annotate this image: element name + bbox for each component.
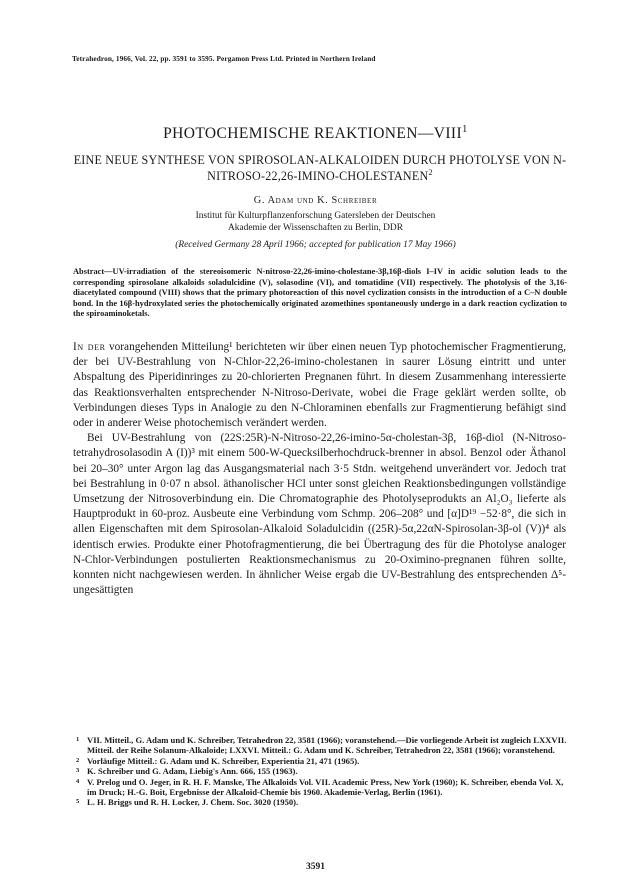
footnote-text: V. Prelog und O. Jeger, in R. H. F. Manske, The Alkaloids Vol. VII. Academic Press, New York (1960); K. Schreiber, ebenda Vol. X, im Druck; H.-G. Boit, Ergebnisse der Alkaloid-Chemie bis 1960. Akademie-Verlag, Berlin (1961).: [87, 776, 564, 798]
affiliation: [0, 210, 631, 234]
footnote-text: L. H. Briggs und R. H. Locker, J. Chem. Soc. 3020 (1950).: [87, 797, 299, 808]
footnote-mark: 1: [76, 736, 80, 743]
article-title: [0, 122, 631, 143]
body-lead-words: In der: [73, 341, 106, 353]
footnote-1: [73, 735, 567, 756]
body-text: [73, 340, 566, 598]
received-dates: (Received Germany 28 April 1966; accepted for publication 17 May 1966): [175, 240, 456, 250]
body-paragraph-1: [73, 340, 566, 431]
article-subtitle-text: EINE NEUE SYNTHESE VON SPIROSOLAN-ALKALOIDEN DURCH PHOTOLYSE VON N-NITROSO-22,26-IMINO-CHOLESTANEN: [73, 153, 567, 183]
footnote-mark: 2: [76, 756, 80, 764]
footnote-2: [73, 756, 567, 766]
footnote-text: Vorläufige Mitteil.: G. Adam und K. Schreiber, Experientia 21, 471 (1965).: [87, 755, 360, 766]
footnote-4: [73, 777, 567, 798]
footnote-mark: 5: [76, 798, 80, 806]
footnote-mark: 4: [76, 777, 80, 785]
article-subtitle: [60, 152, 580, 184]
affiliation-line-1: Institut für Kulturpflanzenforschung Gatersleben der Deutschen: [195, 211, 436, 221]
abstract: [73, 267, 567, 320]
subtitle-footnote-mark: 2: [428, 166, 433, 177]
footnote-mark: 3: [76, 767, 80, 775]
footnotes: [73, 735, 567, 808]
abstract-text: —UV-irradiation of the stereoisomeric N-nitroso-22,26-imino-cholestane-3β,16β-diols I–IV in acidic solution leads to the corresponding spirosolane alkaloids soladulcidine (V), solasodine (VI), and tomatidine (VII) respectively. The photolysis of the 3,16-diacetylated compound (VIII) shows that the primary photoreaction of this novel cyclization consists in the introduction of a C–N double bond. In the 16β-hydroxylated series the photochemically originated azomethines spontaneously undergo in a dark reaction cyclization to the spiroaminoketals.: [73, 267, 567, 319]
affiliation-line-2: Akademie der Wissenschaften zu Berlin, DDR: [228, 223, 403, 233]
footnote-3: [73, 766, 567, 776]
footnote-text: K. Schreiber und G. Adam, Liebig's Ann. 666, 155 (1963).: [87, 766, 298, 777]
author-line: G. Adam und K. Schreiber: [253, 195, 378, 206]
page-number: 3591: [306, 862, 325, 872]
title-footnote-mark: 1: [462, 122, 468, 135]
article-title-text: PHOTOCHEMISCHE REAKTIONEN—VIII: [163, 125, 463, 142]
footnote-text: VII. Mitteil., G. Adam und K. Schreiber, Tetrahedron 22, 3581 (1966); voranstehend.—Die vorliegende Arbeit ist zugleich LXXVII. Mitteil. der Reihe Solanum-Alkaloide; LXXVI. Mitteil.: G. Adam und K. Schreiber, Tetrahedron 22, 3581 (1966); voranstehend.: [87, 735, 567, 756]
running-header: Tetrahedron, 1966, Vol. 22, pp. 3591 to 3595. Pergamon Press Ltd. Printed in Northern Ireland: [72, 54, 376, 63]
footnote-5: [73, 797, 567, 807]
body-paragraph-2: Bei UV-Bestrahlung von (22S:25R)-N-Nitroso-22,26-imino-5α-cholestan-3β, 16β-diol (N-Nitroso-tetrahydrosolasodin A (I))³ mit einem 500-W-Quecksilberhochdruck-brenner in absol. Benzol oder Äthanol bei 20–30° unter Argon lag das Ausgangsmaterial nach 3·5 Stdn. weitgehend unverändert vor. Jedoch trat bei Bestrahlung in 0·07 n absol. äthanolischer HCl unter sonst gleichen Reaktionsbedingungen vollständige Umsetzung der Nitrosoverbindung ein. Die Chromatographie des Photolyseprodukts an Al₂O₃ lieferte als Hauptprodukt in 60-proz. Ausbeute eine Verbindung vom Schmp. 206–208° und [α]D¹⁹ −52·8°, die sich in allen Eigenschaften mit dem Spirosolan-Alkaloid Soladulcidin ((25R)-5α,22αN-Spirosolan-3β-ol (V))⁴ als identisch erwies. Produkte einer Photofragmentierung, die bei Übertragung des für die Photolyse analoger N-Chlor-Verbindungen postulierten Reaktionsmechanismus zu 20-Oximino-pregnanen führen sollte, konnten nicht nachgewiesen werden. In ähnlicher Weise ergab die UV-Bestrahlung des entsprechenden Δ⁵-ungesättigten: [73, 432, 566, 597]
body-paragraph-1-text: vorangehenden Mitteilung¹ berichteten wir über einen neuen Typ photochemischer Fragmentierung, der bei UV-Bestrahlung von N-Chlor-22,26-imino-cholestanen in saurer Lösung eintritt und unter Abspaltung des Piperidinringes zu 20-chlorierten Pregnanen führt. In diesem Zusammenhang interessierte das Reaktionsverhalten entsprechender N-Nitroso-Derivate, wobei die Frage geklärt werden sollte, ob Verbindungen dieses Typs in Analogie zu den N-Chloraminen ebenfalls zur Fragmentierung befähigt sind oder in anderer Weise photochemisch verändert werden.: [73, 341, 567, 430]
abstract-label: Abstract: [73, 267, 105, 276]
